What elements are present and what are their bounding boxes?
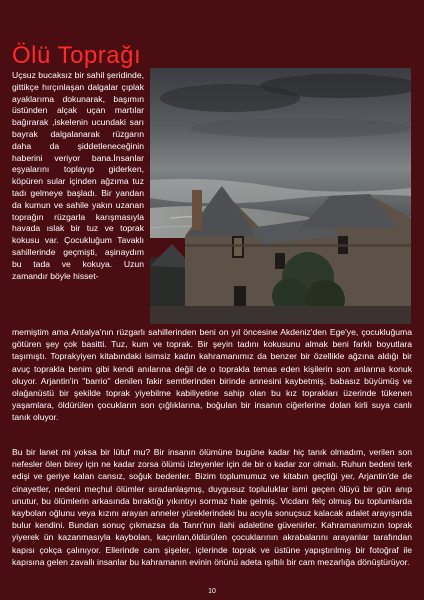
intro-column: Uçsuz bucaksız bir sahil şeridinde, gittikçe hırçınlaşan dalgalar çıplak ayaklarıma dokunarak, başımın üstünden alçak uçan martılar bağırarak ,iskelenin ucundaki sarı bayrak dalgalanarak rüzgarın daha da şiddetleneceğinin haberini veriyor bana.İnsanlar eşyalarını toplayıp giderken, köpüren sular içinden ağzıma tuz tadı gelmeye başladı. Bir yandan da kumun ve sahile yakın uzanan toprağın rüzgarla karışmasıyla havada ıslak bir tuz ve toprak kokusu var. Çocukluğum Tavaklı sahillerinde geçmişti, aşinaydım bu tada ve kokuya. Uzun zamandır böyle hisset- (12, 70, 144, 281)
paragraph-1: memiştim ama Antalya'nın rüzgarlı sahillerinden beni on yıl öncesine Akdeniz'den Ege'ye, çocukluğuma götüren şey çok basitti. Tuz, kum ve toprak. Bir şeyin tadını kokusunu almak beni farklı boyutlara taşımıştı. Toprakyiyen kitabındaki isimsiz kadın kahramanımız da benzer bir özellikle ağzına aldığı bir avuç toprakla benim gibi kendi anılarına değil de o toprakla temas eden kişilerin son anlarına konuk oluyor. Arjantin'in ''barrio'' denilen fakir semtlerinden birinde annesini kaybetmiş, babasız büyümüş ve olağanüstü bir şekilde toprak yiyebilme kabiliyetine sahip olan bu kız toprakları üzerinde tükenen yaşamlara, öldürülen çocukların son çığlıklarına, boğulan bir insanın ciğerlerine dolan kirli suya canlı tanık oluyor. (12, 327, 412, 423)
coastal-house-photo (150, 68, 411, 324)
paragraph-2: Bu bir lanet mi yoksa bir lütuf mu? Bir insanın ölümüne bugüne kadar hiç tanık olmadım, verilen son nefesler ölen birey için ne kadar zorsa ölümü izleyenler için de bir o kadar zor olmalı. Ruhun bedeni terk edişi ve geriye kalan cansız, soğuk bedenler. Bizim toplumumuz ve kitabın geçtiği yer, Arjantin'de de cinayetler, nedeni meçhul ölümler sıradanlaşmış, duygusuz topluluklar ismi geçen ölüyü bir gün anıp unutur, bu ölümlerin arkasında bıraktığı yıkıntıyı sormaz hale gelmiş. Vicdanı felç olmuş bu toplumlarda kaybolan oğlunu veya kızını arayan anneler yüreklerindeki bu acıyla sonuçsuz kalacak adalet arayışında bulur kendini. Bundan sonuç çıkmazsa da Tanrı'nın ilahi adaletine güvenirler. Kahramanımızın toprak yiyerek ün kazanmasıyla kaybolan, kaçırılan,öldürülen çocuklarının akrabalarını arayanlar tarafından kapısı çokça çalınıyor. Ellerinde cam şişeler, içlerinde toprak ve üstüne yapıştırılmış bir fotoğraf ile kapısına gelen zavallı insanlar bu kahramanın evinin önünü adeta ışıltılı bir cam mezarlığa dönüştürüyor. (12, 447, 412, 567)
page-title: Ölü Toprağı (12, 42, 142, 70)
page-number: 10 (208, 588, 216, 595)
